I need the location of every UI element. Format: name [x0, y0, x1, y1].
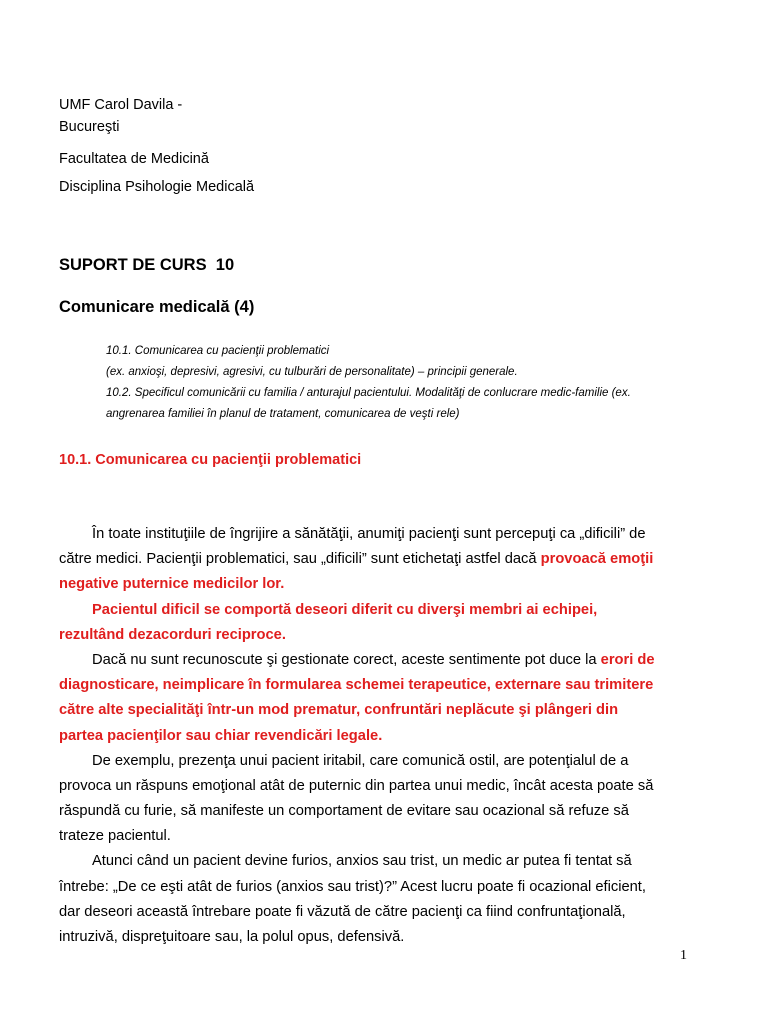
- toc-item: 10.1. Comunicarea cu pacienţii problematici: [106, 345, 330, 357]
- emphasis-line: rezultând dezacorduri reciproce.: [59, 626, 286, 643]
- section-heading: 10.1. Comunicarea cu pacienţii problematici: [59, 452, 362, 468]
- toc-item: angrenarea familiei în planul de tratament, comunicarea de veşti rele): [106, 408, 460, 420]
- table-of-contents: [106, 341, 716, 425]
- text-run: Dacă nu sunt recunoscute şi gestionate corect, aceste sentimente pot duce la: [92, 651, 601, 668]
- paragraph-line: [59, 648, 691, 673]
- body-text: [59, 522, 691, 950]
- institution-line1: UMF Carol Davila -: [59, 97, 183, 113]
- emphasis-line: partea pacienţilor sau chiar revendicări legale.: [59, 727, 383, 744]
- support-title: SUPORT DE CURS 10: [59, 256, 235, 274]
- discipline-name: Disciplina Psihologie Medicală: [59, 179, 255, 195]
- paragraph-line: răspundă cu furie, să manifeste un comportament de evitare sau ocazional să refuze să: [59, 803, 629, 820]
- emphasis-text: erori de: [600, 651, 655, 668]
- paragraph-line: De exemplu, prezenţa unui pacient iritabil, care comunică ostil, are potenţialul de a: [92, 752, 629, 769]
- paragraph-line: întrebe: „De ce eşti atât de furios (anxios sau trist)?” Acest lucru poate fi ocazional eficient,: [59, 878, 646, 895]
- emphasis-text: provoacă emoţii: [540, 551, 654, 568]
- paragraph-line: intruzivă, dispreţuitoare sau, la polul opus, defensivă.: [59, 929, 405, 945]
- paragraph-line: provoca un răspuns emoţional atât de puternic din partea unui medic, încât acesta poate să: [59, 777, 654, 794]
- emphasis-line: Pacientul dificil se comportă deseori diferit cu diverşi membri ai echipei,: [92, 601, 598, 618]
- paragraph-line: În toate instituţiile de îngrijire a sănătăţii, anumiţi pacienţi sunt percepuţi ca „dificili” de: [92, 526, 646, 542]
- toc-item: 10.2. Specificul comunicării cu familia / anturajul pacientului. Modalităţi de conlucrare medic-familie (ex.: [106, 387, 631, 399]
- paragraph-line: dar deseori această întrebare poate fi văzută de către pacienţi ca fiind confruntaţională,: [59, 903, 626, 920]
- paragraph-line: [59, 547, 691, 572]
- emphasis-line: negative puternice medicilor lor.: [59, 576, 285, 593]
- page-number: 1: [680, 948, 687, 963]
- faculty-name: Facultatea de Medicină: [59, 151, 209, 167]
- toc-item: (ex. anxioşi, depresivi, agresivi, cu tulburări de personalitate) – principii generale.: [106, 366, 518, 378]
- paragraph-line: Atunci când un pacient devine furios, anxios sau trist, un medic ar putea fi tentat să: [92, 853, 632, 870]
- institution-line2: Bucureşti: [59, 119, 120, 135]
- emphasis-line: către alte specialităţi într-un mod prematur, confruntări neplăcute şi plângeri din: [59, 702, 619, 719]
- topic-title: Comunicare medicală (4): [59, 298, 255, 316]
- paragraph-line: trateze pacientul.: [59, 828, 171, 845]
- emphasis-line: diagnosticare, neimplicare în formularea schemei terapeutice, externare sau trimitere: [59, 677, 654, 694]
- text-run: către medici. Pacienţii problematici, sau „dificili” sunt etichetaţi astfel dacă: [59, 551, 541, 568]
